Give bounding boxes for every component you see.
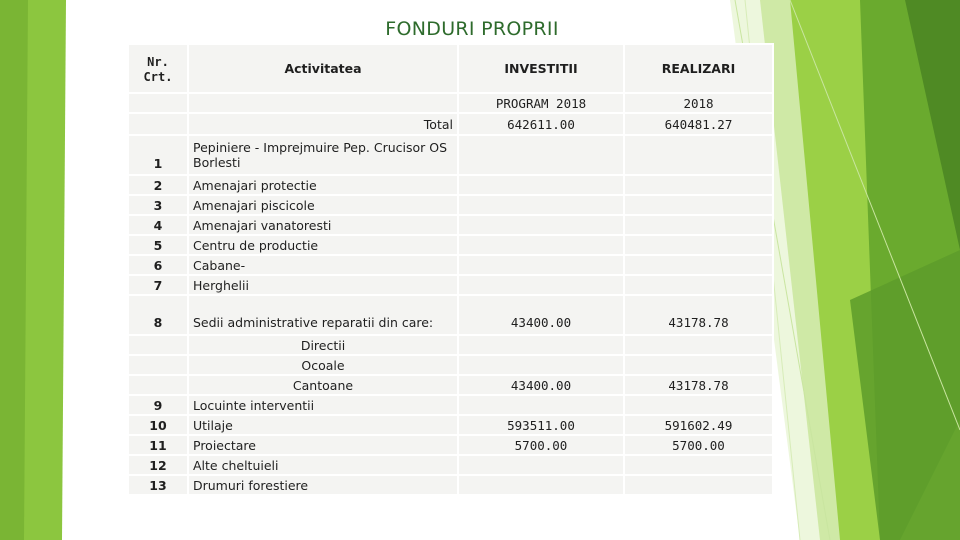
- row-activitate: Herghelii: [188, 275, 458, 295]
- table-row: [128, 275, 773, 295]
- total-label: Total: [188, 113, 458, 135]
- row-activitate: Alte cheltuieli: [188, 455, 458, 475]
- total-investitii: 642611.00: [458, 113, 624, 135]
- row-activitate: Sedii administrative reparatii din care:: [188, 295, 458, 335]
- table-row: [128, 455, 773, 475]
- row-nr: [128, 335, 188, 355]
- row-realizari: [624, 475, 773, 495]
- row-realizari: [624, 275, 773, 295]
- table-header-row: [128, 44, 773, 93]
- row-realizari: [624, 195, 773, 215]
- row-realizari: [624, 355, 773, 375]
- row-realizari: [624, 255, 773, 275]
- row-activitate: Centru de productie: [188, 235, 458, 255]
- row-realizari: [624, 235, 773, 255]
- row-nr: 3: [128, 195, 188, 215]
- row-nr: 4: [128, 215, 188, 235]
- row-nr: 5: [128, 235, 188, 255]
- table-row: [128, 255, 773, 275]
- row-investitii: [458, 175, 624, 195]
- row-nr: 7: [128, 275, 188, 295]
- row-investitii: 43400.00: [458, 375, 624, 395]
- row-activitate: Cabane-: [188, 255, 458, 275]
- table-row: [128, 415, 773, 435]
- row-investitii: [458, 335, 624, 355]
- row-investitii: [458, 135, 624, 175]
- table-row: [128, 235, 773, 255]
- total-realizari: 640481.27: [624, 113, 773, 135]
- row-realizari: [624, 215, 773, 235]
- table-row: [128, 195, 773, 215]
- row-investitii: [458, 455, 624, 475]
- table-row: [128, 135, 773, 175]
- row-nr: 11: [128, 435, 188, 455]
- row-nr: [128, 355, 188, 375]
- row-activitate: Proiectare: [188, 435, 458, 455]
- row-investitii: [458, 395, 624, 415]
- row-realizari: 43178.78: [624, 295, 773, 335]
- table-row: [128, 335, 773, 355]
- table-row: [128, 355, 773, 375]
- header-investitii: INVESTITII: [458, 44, 624, 93]
- row-realizari: [624, 335, 773, 355]
- header-nr: Nr. Crt.: [128, 44, 188, 93]
- table-row: [128, 395, 773, 415]
- row-activitate: Utilaje: [188, 415, 458, 435]
- row-nr: 1: [128, 135, 188, 175]
- row-activitate: Locuinte interventii: [188, 395, 458, 415]
- page-title: FONDURI PROPRII: [385, 18, 559, 40]
- row-activitate: Directii: [188, 335, 458, 355]
- row-investitii: [458, 275, 624, 295]
- row-realizari: [624, 395, 773, 415]
- table-row: [128, 175, 773, 195]
- row-nr: 12: [128, 455, 188, 475]
- row-realizari: 5700.00: [624, 435, 773, 455]
- row-investitii: 5700.00: [458, 435, 624, 455]
- left-green-band-shade: [0, 0, 28, 540]
- row-investitii: 593511.00: [458, 415, 624, 435]
- row-activitate: Amenajari protectie: [188, 175, 458, 195]
- row-realizari: 43178.78: [624, 375, 773, 395]
- row-activitate: Pepiniere - Imprejmuire Pep. Crucisor OS Borlesti: [188, 135, 458, 175]
- row-realizari: [624, 135, 773, 175]
- row-activitate: Amenajari vanatoresti: [188, 215, 458, 235]
- row-nr: 9: [128, 395, 188, 415]
- row-activitate: Drumuri forestiere: [188, 475, 458, 495]
- fonduri-table: [127, 43, 774, 496]
- row-realizari: [624, 455, 773, 475]
- table-subheader-row: [128, 93, 773, 113]
- row-nr: [128, 375, 188, 395]
- row-activitate: Cantoane: [188, 375, 458, 395]
- row-activitate: Amenajari piscicole: [188, 195, 458, 215]
- row-investitii: [458, 255, 624, 275]
- header-investitii-sub: PROGRAM 2018: [458, 93, 624, 113]
- table-row: [128, 435, 773, 455]
- row-investitii: [458, 215, 624, 235]
- table-row: [128, 475, 773, 495]
- row-nr: 13: [128, 475, 188, 495]
- row-nr: 10: [128, 415, 188, 435]
- row-nr: 6: [128, 255, 188, 275]
- subheader-nr-cell: [128, 93, 188, 113]
- row-activitate: Ocoale: [188, 355, 458, 375]
- table-row: [128, 375, 773, 395]
- header-activitatea: Activitatea: [188, 44, 458, 93]
- row-realizari: 591602.49: [624, 415, 773, 435]
- row-realizari: [624, 175, 773, 195]
- row-investitii: [458, 355, 624, 375]
- row-nr: 2: [128, 175, 188, 195]
- subheader-activitate-cell: [188, 93, 458, 113]
- header-realizari: REALIZARI: [624, 44, 773, 93]
- header-realizari-sub: 2018: [624, 93, 773, 113]
- table-row: [128, 295, 773, 335]
- total-row: [128, 113, 773, 135]
- row-investitii: [458, 475, 624, 495]
- row-investitii: 43400.00: [458, 295, 624, 335]
- row-nr: 8: [128, 295, 188, 335]
- total-nr-cell: [128, 113, 188, 135]
- table-row: [128, 215, 773, 235]
- row-investitii: [458, 195, 624, 215]
- row-investitii: [458, 235, 624, 255]
